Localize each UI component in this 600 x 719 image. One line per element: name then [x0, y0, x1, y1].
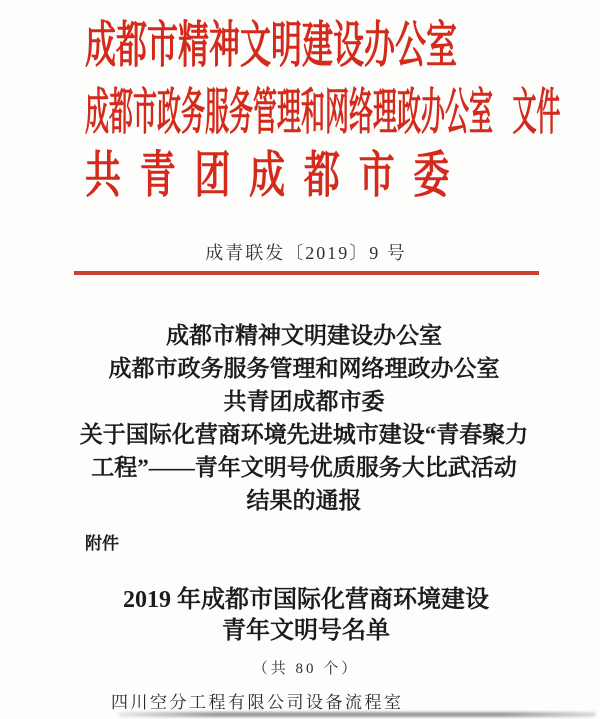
attachment-label: 附件 — [85, 534, 119, 553]
title-org-line-2: 成都市政务服务管理和网络理政办公室 — [108, 356, 500, 381]
document-number: 成青联发〔2019〕9 号 — [205, 243, 407, 263]
title-org-line-3: 共青团成都市委 — [223, 389, 385, 414]
appendix-count-note: （共 80 个） — [252, 661, 360, 677]
appendix-title-line-2: 青年文明号名单 — [222, 618, 390, 644]
appendix-title-line-1: 2019 年成都市国际化营商环境建设 — [123, 587, 489, 613]
red-separator-rule — [74, 271, 539, 275]
title-subject-line-3: 结果的通报 — [246, 488, 362, 513]
title-subject-line-2: 工程”——青年文明号优质服务大比武活动 — [91, 455, 517, 480]
appendix-list-item-1: 四川空分工程有限公司设备流程室 — [111, 693, 404, 712]
title-subject-line-1: 关于国际化营商环境先进城市建设“青春聚力 — [79, 422, 529, 447]
page-bottom-scan-shadow — [118, 712, 596, 717]
letterhead-line-3: 共青团成都市委 — [85, 147, 469, 203]
title-org-line-1: 成都市精神文明建设办公室 — [166, 323, 442, 348]
letterhead-line-1: 成都市精神文明建设办公室 — [85, 17, 457, 73]
letterhead-line-2: 成都市政务服务管理和网络理政办公室 文件 — [85, 84, 561, 140]
document-title — [4, 319, 600, 517]
